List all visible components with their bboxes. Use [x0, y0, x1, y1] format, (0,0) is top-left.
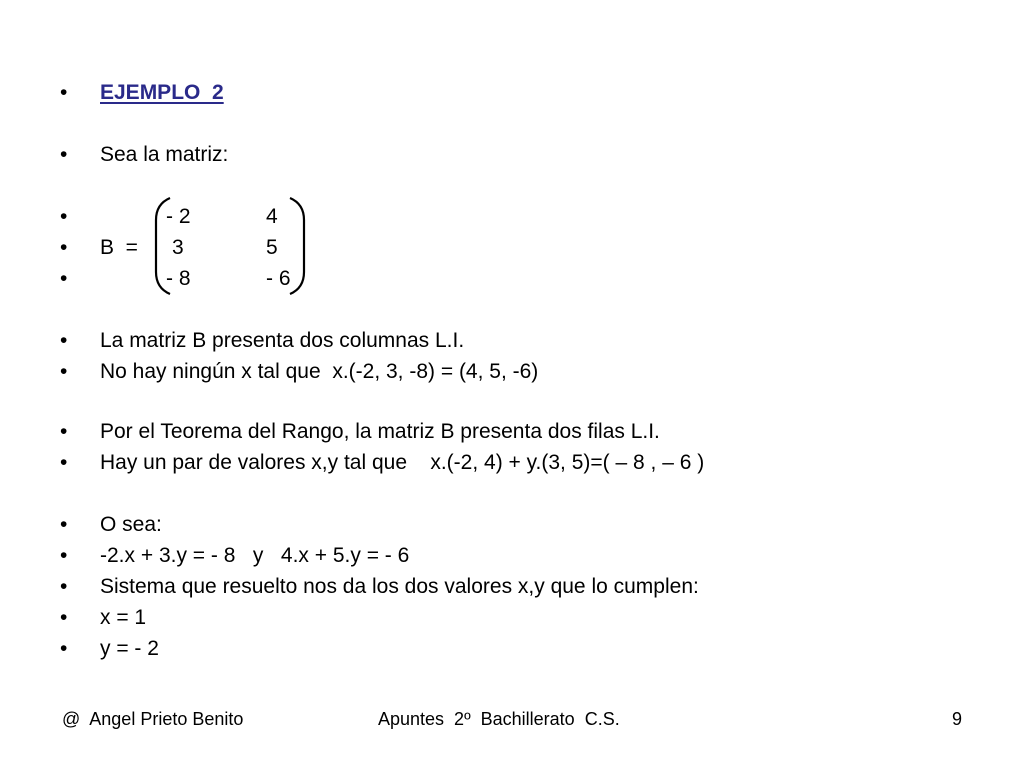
- body-line: Hay un par de valores x,y tal que x.(-2, 4) + y.(3, 5)=( – 8 , – 6 ): [100, 451, 705, 474]
- matrix-cell: 3: [172, 236, 184, 259]
- footer-author: @ Angel Prieto Benito: [62, 709, 244, 729]
- body-line: Sistema que resuelto nos da los dos valores x,y que lo cumplen:: [100, 575, 699, 598]
- bullet: •: [60, 544, 68, 567]
- intro-text: Sea la matriz:: [100, 143, 229, 166]
- bullet: •: [60, 637, 68, 660]
- body-line: O sea:: [100, 513, 162, 536]
- body-line: La matriz B presenta dos columnas L.I.: [100, 329, 465, 352]
- bullet: •: [60, 575, 68, 598]
- footer-course: Apuntes 2º Bachillerato C.S.: [378, 709, 620, 729]
- bullet: •: [60, 236, 68, 259]
- bullet: •: [60, 606, 68, 629]
- bullet: •: [60, 267, 68, 290]
- footer-page-number: 9: [952, 709, 963, 729]
- bullet: •: [60, 81, 68, 104]
- slide-title: EJEMPLO 2: [100, 81, 224, 104]
- matrix-cell: 4: [266, 205, 278, 228]
- matrix-cell: - 2: [166, 205, 191, 228]
- body-line: Por el Teorema del Rango, la matriz B presenta dos filas L.I.: [100, 420, 660, 443]
- matrix-cell: 5: [266, 236, 278, 259]
- bullet: •: [60, 143, 68, 166]
- matrix-cell: - 6: [266, 267, 291, 290]
- bullet: •: [60, 360, 68, 383]
- bullet: •: [60, 420, 68, 443]
- body-line: x = 1: [100, 606, 147, 629]
- bullet: •: [60, 205, 68, 228]
- bullet: •: [60, 329, 68, 352]
- body-line: No hay ningún x tal que x.(-2, 3, -8) = (4, 5, -6): [100, 360, 539, 383]
- bullet: •: [60, 451, 68, 474]
- body-line: -2.x + 3.y = - 8 y 4.x + 5.y = - 6: [100, 544, 410, 567]
- body-line: y = - 2: [100, 637, 159, 660]
- matrix-label: B =: [100, 236, 138, 259]
- matrix-cell: - 8: [166, 267, 191, 290]
- bullet: •: [60, 513, 68, 536]
